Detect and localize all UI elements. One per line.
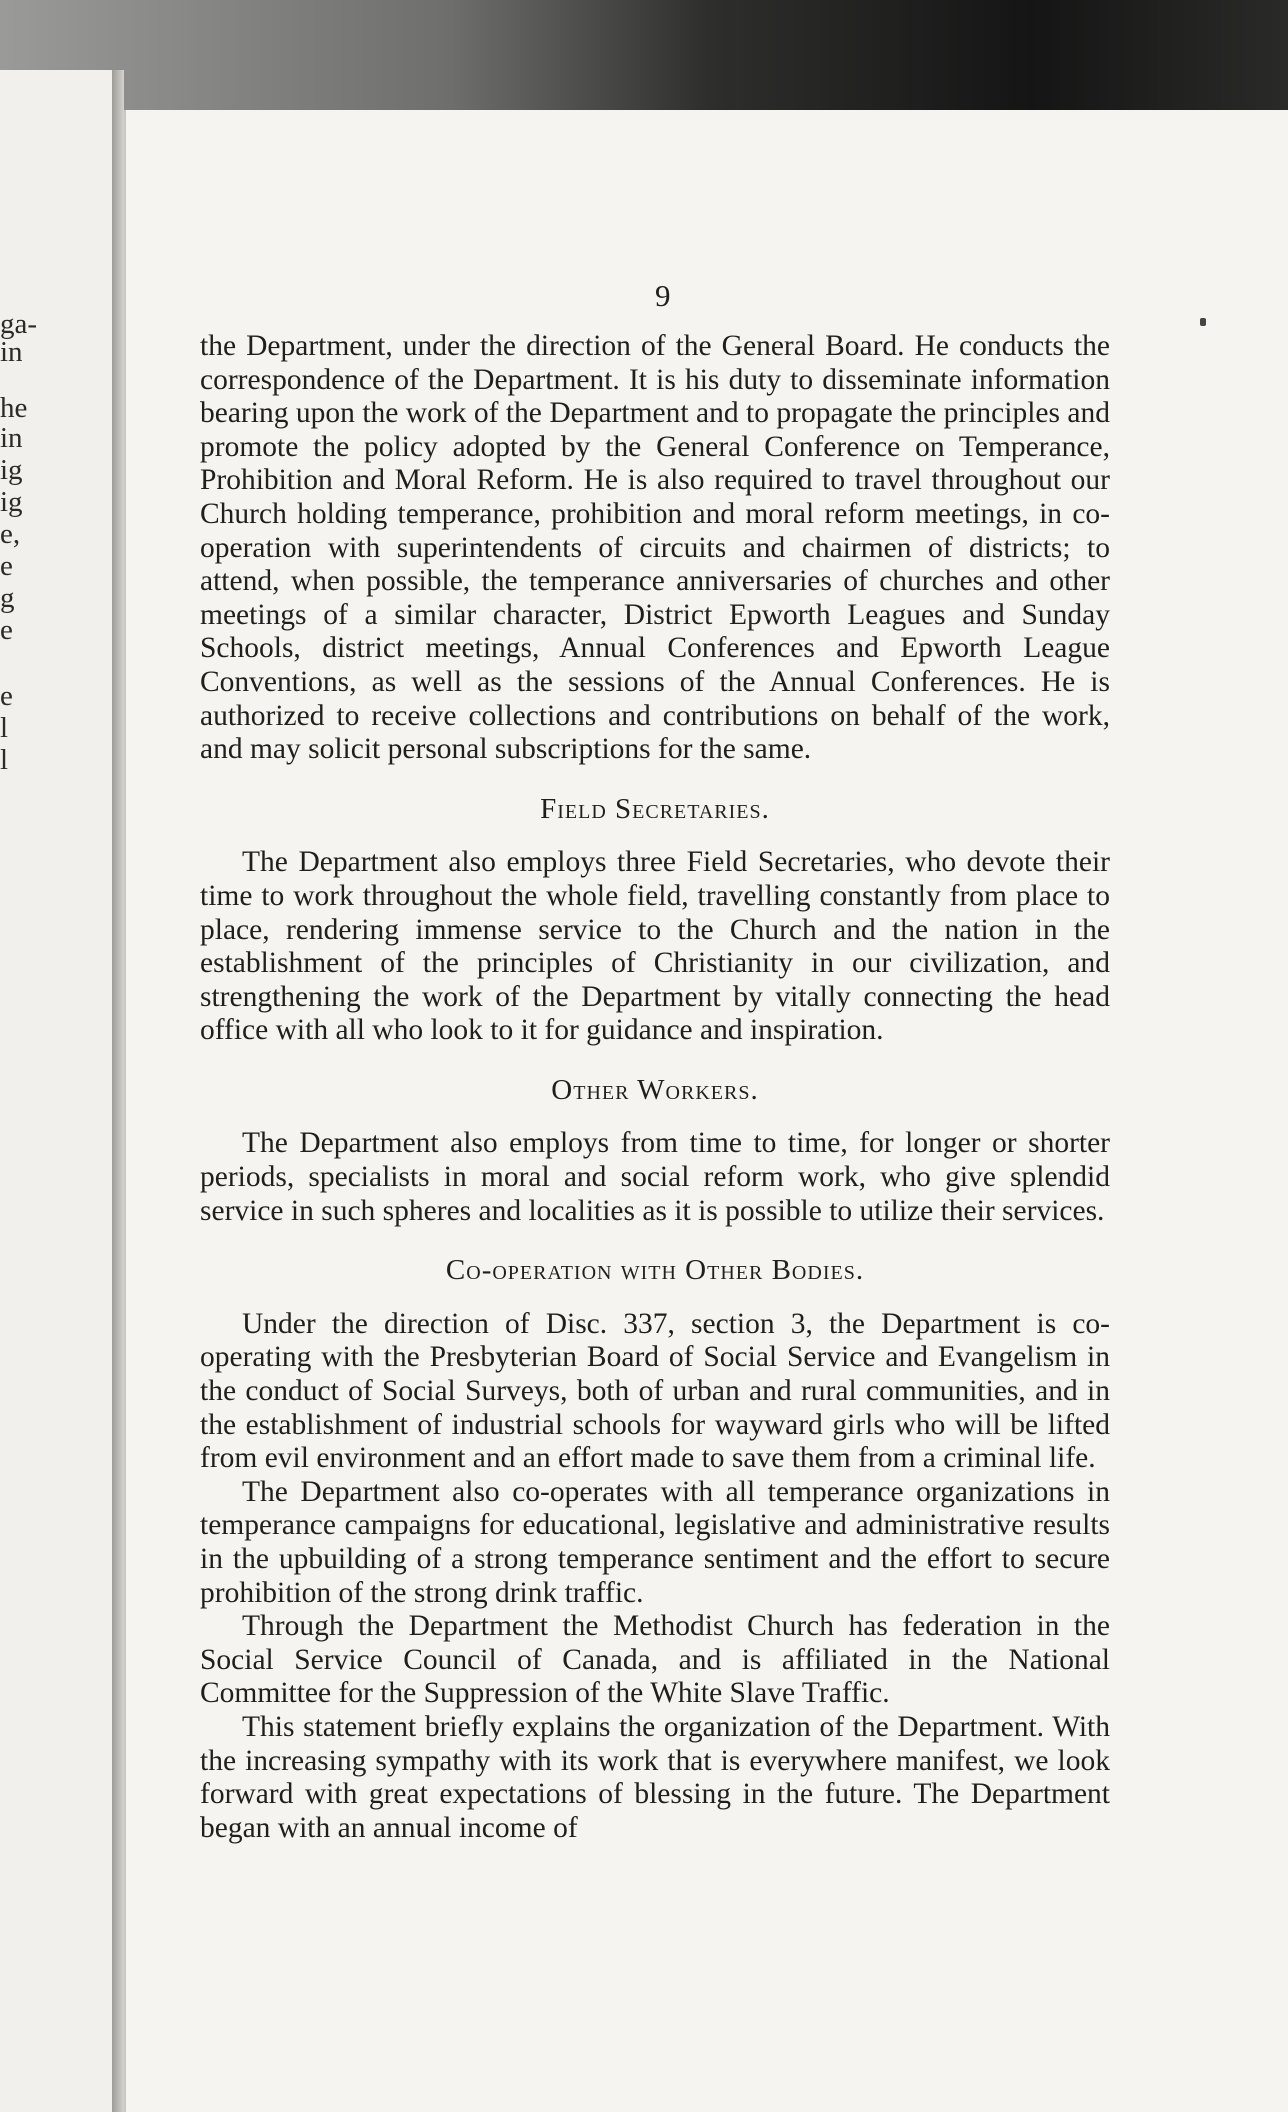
section-heading: Co-operation with Other Bodies. — [445, 1254, 865, 1287]
left-margin-fragment: ig — [0, 454, 23, 486]
left-margin-fragment: l — [0, 744, 9, 776]
left-margin-fragment: ig — [0, 486, 23, 518]
section-heading: Field Secretaries. — [540, 792, 770, 825]
paragraph: The Department also co-operates with all temperance organizations in temperance campaigns for educational, legislative and administrative results in the upbuilding of a strong temperance sentiment and the effort to secure prohibition of the strong drink traffic. — [200, 1475, 1110, 1609]
left-margin-fragment: in — [0, 422, 23, 454]
left-page-edge — [0, 70, 115, 2112]
ink-mark — [1200, 318, 1206, 326]
left-margin-fragment: in — [0, 336, 23, 368]
left-margin-fragment: g — [0, 582, 15, 614]
paragraph: The Department also employs from time to time, for longer or shorter periods, specialists in moral and social reform work, who give splendid service in such spheres and localities as it is possible to utilize their services. — [200, 1127, 1110, 1227]
left-margin-fragment: ga- — [0, 308, 38, 340]
section-heading: Other Workers. — [551, 1073, 759, 1106]
left-margin-fragment: he — [0, 392, 28, 424]
background-dark-area — [0, 0, 1288, 120]
left-margin-fragment: e — [0, 680, 13, 712]
paragraph: Under the direction of Disc. 337, section 3, the Department is co-operating with the Presbyterian Board of Social Service and Evangelism in the conduct of Social Surveys, both of urban and rural communities, and in the establishment of industrial schools for wayward girls who will be lifted from evil environment and an effort made to save them from a criminal life. — [200, 1307, 1110, 1475]
paragraph: the Department, under the direction of the General Board. He conducts the correspondence of the Department. It is his duty to disseminate information bearing upon the work of the Department and to propagate the principles and promote the policy adopted by the General Conference on Temperance, Prohibition and Moral Reform. He is also required to travel throughout our Church holding temperance, prohibition and moral reform meetings, in co-operation with superintendents of circuits and chairmen of districts; to attend, when possible, the temperance anniversaries of churches and other meetings of a similar character, District Epworth Leagues and Sunday Schools, district meetings, Annual Conferences and Epworth League Conventions, as well as the sessions of the Annual Conferences. He is authorized to receive collections and contributions on behalf of the work, and may solicit personal subscriptions for the same. — [200, 330, 1110, 766]
book-gutter — [112, 70, 124, 2112]
paragraph: This statement briefly explains the organization of the Department. With the increasing sympathy with its work that is everywhere manifest, we look forward with great expectations of blessing in the future. The Department began with an annual income of — [200, 1710, 1110, 1844]
page-text — [200, 270, 1110, 1845]
page-number: 9 — [655, 278, 671, 313]
left-margin-fragment: e — [0, 614, 13, 646]
paragraph: Through the Department the Methodist Church has federation in the Social Service Council of Canada, and is affiliated in the National Committee for the Suppression of the White Slave Traffic. — [200, 1610, 1110, 1710]
left-margin-fragment: e, — [0, 518, 21, 550]
paragraph: The Department also employs three Field Secretaries, who devote their time to work throughout the whole field, travelling constantly from place to place, rendering immense service to the Church and the nation in the establishment of the principles of Christianity in our civilization, and strengthening the work of the Department by vitally connecting the head office with all who look to it for guidance and inspiration. — [200, 846, 1110, 1047]
left-margin-fragment: l — [0, 712, 9, 744]
left-margin-fragment: e — [0, 550, 13, 582]
